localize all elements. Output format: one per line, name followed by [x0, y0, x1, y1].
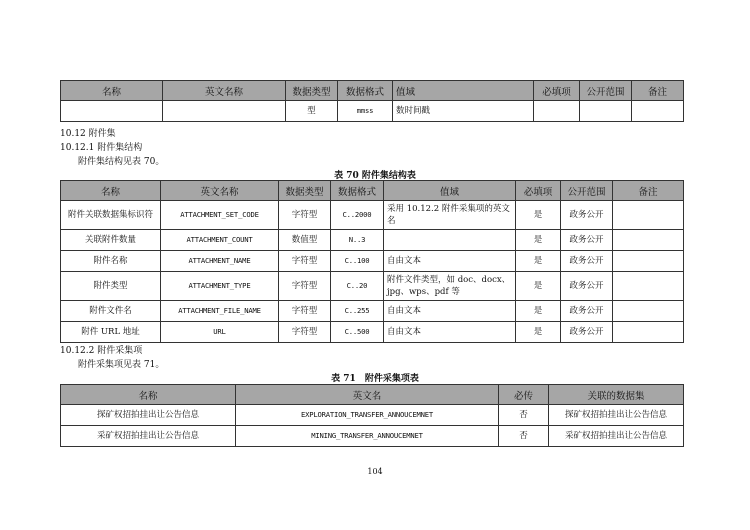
table70-caption: 表 70 附件集结构表: [334, 171, 416, 181]
table-cell: 是: [516, 251, 561, 272]
table-cell: 附件名称: [61, 251, 161, 272]
section-heading: 10.12 附件集: [60, 129, 116, 139]
header-cell: 关联的数据集: [549, 385, 684, 405]
table-cell: ATTACHMENT_COUNT: [161, 230, 279, 251]
table-cell: [613, 251, 684, 272]
table-cell: 政务公开: [561, 272, 613, 301]
table-cell: 否: [499, 426, 549, 447]
table-cell: 数值型: [279, 230, 331, 251]
table-cell: 政务公开: [561, 251, 613, 272]
header-cell: 名称: [61, 385, 236, 405]
table-cell: ATTACHMENT_TYPE: [161, 272, 279, 301]
intro-text-2: 附件采集项见表 71。: [78, 360, 165, 370]
table-cell: [613, 201, 684, 230]
table-cell: C..20: [331, 272, 384, 301]
table-cell: 采用 10.12.2 附件采集项的英文名: [384, 201, 516, 230]
table-cell: 是: [516, 322, 561, 343]
table-cell: [613, 322, 684, 343]
table-cell: C..500: [331, 322, 384, 343]
table-cell: 自由文本: [384, 301, 516, 322]
table-cell: 字符型: [279, 251, 331, 272]
table-cell: 是: [516, 230, 561, 251]
table70-header-row: [61, 181, 684, 201]
table-row: [61, 322, 684, 343]
table-row: [61, 426, 684, 447]
table-cell: EXPLORATION_TRANSFER_ANNOUCEMNET: [236, 405, 499, 426]
header-cell: 必填项: [534, 81, 580, 101]
table-cell: [613, 301, 684, 322]
table-row: [61, 301, 684, 322]
table-row: [61, 201, 684, 230]
header-cell: 名称: [61, 81, 163, 101]
header-cell: 公开范围: [580, 81, 632, 101]
intro-text: 附件集结构见表 70。: [78, 157, 165, 167]
table-cell: 政务公开: [561, 322, 613, 343]
table-cell: 自由文本: [384, 251, 516, 272]
table-cell: MINING_TRANSFER_ANNOUCEMNET: [236, 426, 499, 447]
table-cell: ATTACHMENT_SET_CODE: [161, 201, 279, 230]
table-cell: [613, 230, 684, 251]
table70: [60, 180, 684, 343]
header-cell: 英文名称: [163, 81, 286, 101]
table-cell: 采矿权招拍挂出让公告信息: [61, 426, 236, 447]
table-cell: 附件关联数据集标识符: [61, 201, 161, 230]
table-cell: 字符型: [279, 322, 331, 343]
header-cell: 值域: [393, 81, 534, 101]
table-cell: 字符型: [279, 301, 331, 322]
table-cell: C..100: [331, 251, 384, 272]
table-row: [61, 405, 684, 426]
table-row: [61, 101, 684, 122]
top-table: [60, 80, 684, 122]
header-cell: 值域: [384, 181, 516, 201]
table-cell: 政务公开: [561, 230, 613, 251]
header-cell: 必填项: [516, 181, 561, 201]
table-cell: mmss: [338, 101, 393, 122]
table71-header-row: [61, 385, 684, 405]
table-cell: 附件类型: [61, 272, 161, 301]
table-cell: 是: [516, 272, 561, 301]
header-cell: 数据类型: [286, 81, 338, 101]
table-row: [61, 272, 684, 301]
table-cell: 关联附件数量: [61, 230, 161, 251]
table-cell: 附件文件名: [61, 301, 161, 322]
table-cell: [534, 101, 580, 122]
table-cell: 政务公开: [561, 201, 613, 230]
table-cell: 探矿权招拍挂出让公告信息: [549, 405, 684, 426]
table-cell: 字符型: [279, 272, 331, 301]
sub-heading: 10.12.1 附件集结构: [60, 143, 143, 153]
table-cell: C..2000: [331, 201, 384, 230]
table-row: [61, 230, 684, 251]
table-cell: 数时间戳: [393, 101, 534, 122]
header-cell: 数据格式: [338, 81, 393, 101]
table-cell: URL: [161, 322, 279, 343]
table-cell: [61, 101, 163, 122]
sub-heading-2: 10.12.2 附件采集项: [60, 346, 143, 356]
page-number: 104: [367, 467, 383, 476]
header-cell: 英文名: [236, 385, 499, 405]
header-cell: 英文名称: [161, 181, 279, 201]
top-table-header-row: [61, 81, 684, 101]
table71-caption: 表 71 附件采集项表: [331, 374, 419, 384]
table-cell: N..3: [331, 230, 384, 251]
table-cell: 政务公开: [561, 301, 613, 322]
table-cell: 型: [286, 101, 338, 122]
table-cell: [632, 101, 684, 122]
header-cell: 备注: [613, 181, 684, 201]
header-cell: 数据类型: [279, 181, 331, 201]
table-cell: 采矿权招拍挂出让公告信息: [549, 426, 684, 447]
table71: [60, 384, 684, 447]
table-row: [61, 251, 684, 272]
header-cell: 必传: [499, 385, 549, 405]
table-cell: 否: [499, 405, 549, 426]
header-cell: 公开范围: [561, 181, 613, 201]
table-cell: 附件文件类型，如 doc、docx、jpg、wps、pdf 等: [384, 272, 516, 301]
table-cell: 是: [516, 301, 561, 322]
table-cell: 自由文本: [384, 322, 516, 343]
header-cell: 数据格式: [331, 181, 384, 201]
table-cell: 探矿权招拍挂出让公告信息: [61, 405, 236, 426]
table-cell: ATTACHMENT_FILE_NAME: [161, 301, 279, 322]
table-cell: 附件 URL 地址: [61, 322, 161, 343]
table-cell: 是: [516, 201, 561, 230]
table-cell: [613, 272, 684, 301]
table-cell: [384, 230, 516, 251]
header-cell: 名称: [61, 181, 161, 201]
table-cell: [580, 101, 632, 122]
table-cell: [163, 101, 286, 122]
table-cell: ATTACHMENT_NAME: [161, 251, 279, 272]
header-cell: 备注: [632, 81, 684, 101]
table-cell: C..255: [331, 301, 384, 322]
table-cell: 字符型: [279, 201, 331, 230]
